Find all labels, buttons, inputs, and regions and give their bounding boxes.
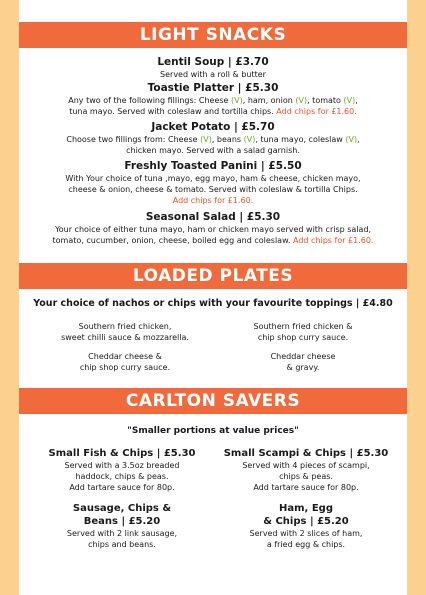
- jacket-desc-text: chicken mayo. Served with a salad garnish.: [126, 146, 300, 155]
- scampi-desc: Served with 4 pieces of scampi,: [242, 461, 370, 470]
- loaded-option-3: [40, 351, 210, 373]
- light-snacks-heading: LIGHT SNACKS: [139, 25, 287, 45]
- salad-desc-2: [24, 235, 402, 246]
- fish-title: Small Fish & Chips | £5.30: [48, 448, 196, 459]
- carlton-tagline: "Smaller portions at value prices": [127, 426, 299, 436]
- sausage-item: [32, 502, 212, 550]
- panini-item: [24, 160, 402, 206]
- seasonal-salad-item: [24, 211, 402, 246]
- veg-marker: (V): [200, 135, 212, 144]
- loaded-plates-heading: LOADED PLATES: [132, 266, 294, 286]
- sausage-desc: Served with 2 link sausage,: [66, 529, 178, 538]
- loaded-option-4: [218, 351, 388, 373]
- loaded-plates-intro-block: [24, 297, 402, 310]
- veg-marker: (V): [345, 135, 358, 144]
- carlton-savers-heading: CARLTON SAVERS: [125, 391, 301, 411]
- jacket-desc: Choose two fillings from: Cheese (V), beans (V), tuna mayo, coleslaw (V), chicken mayo. Served with a salad garnish.: [66, 135, 360, 155]
- panini-desc-1: With Your choice of tuna ,mayo, egg mayo, ham & cheese, chicken mayo,: [65, 174, 361, 183]
- loaded-option-2: [218, 321, 388, 343]
- toastie-add-chips: Add chips for £1.60.: [276, 107, 357, 116]
- ham-title: Ham, Egg: [279, 503, 333, 514]
- sausage-desc: chips and beans.: [88, 540, 156, 549]
- panini-add-chips: Add chips for £1.60.: [172, 196, 254, 205]
- loaded-option-text: chip shop curry sauce.: [79, 363, 171, 372]
- ham-desc: a fried egg & chips.: [266, 540, 346, 549]
- ham-title: & Chips | £5.20: [263, 516, 349, 527]
- toastie-desc-text: tuna mayo. Served with coleslaw and tortilla chips.: [69, 107, 277, 116]
- ham-desc: Served with 2 slices of ham,: [249, 529, 363, 538]
- salad-desc-text: tomato, cucumber, onion, cheese, boiled egg and coleslaw.: [52, 236, 293, 245]
- sausage-title: Beans | £5.20: [83, 516, 161, 527]
- small-fish-item: [32, 447, 212, 493]
- loaded-plates-intro: Your choice of nachos or chips with your favourite toppings | £4.80: [33, 298, 393, 309]
- panini-title: Freshly Toasted Panini | £5.50: [124, 160, 302, 172]
- toastie-desc: Any two of the following fillings: Cheese (V), ham, onion (V), tomato (V), tuna mayo. Served with coleslaw and tortilla chips. Add chips for £1.60.: [68, 96, 358, 116]
- loaded-option-1: [40, 321, 210, 343]
- loaded-option-text: sweet chilli sauce & mozzarella.: [61, 333, 189, 342]
- loaded-plates-banner: [19, 263, 407, 289]
- loaded-option-text: & gravy.: [286, 363, 320, 372]
- jacket-desc-text: , tuna mayo, coleslaw: [255, 135, 346, 144]
- toastie-desc-text: Any two of the following fillings: Cheese: [68, 96, 232, 105]
- loaded-option-text: Cheddar cheese &: [88, 352, 162, 361]
- ham-egg-item: [210, 502, 402, 550]
- fish-desc: Add tartare sauce for 80p.: [69, 483, 175, 492]
- veg-marker: (V): [343, 96, 356, 105]
- toastie-title: Toastie Platter | £5.30: [147, 82, 279, 94]
- panini-desc-2: cheese & onion, cheese & tomato. Served with coleslaw & tortilla Chips.: [68, 185, 358, 194]
- carlton-tagline-block: [24, 425, 402, 438]
- scampi-desc: chips & peas.: [279, 472, 333, 481]
- toastie-platter-item: [24, 82, 402, 117]
- jacket-potato-item: [24, 121, 402, 156]
- toastie-desc-text: , tomato: [307, 96, 344, 105]
- jacket-title: Jacket Potato | £5.70: [151, 121, 275, 133]
- jacket-desc-text: , beans: [211, 135, 244, 144]
- salad-add-chips: Add chips for £1.60.: [292, 236, 374, 245]
- loaded-option-text: Cheddar cheese: [270, 352, 336, 361]
- loaded-option-text: chip shop curry sauce.: [257, 333, 349, 342]
- veg-marker: (V): [231, 96, 243, 105]
- light-snacks-banner: [19, 22, 407, 48]
- lentil-soup-desc: Served with a roll & butter: [160, 70, 266, 79]
- veg-marker: (V): [295, 96, 308, 105]
- jacket-desc-text: Choose two fillings from: Cheese: [66, 135, 201, 144]
- sausage-title: Sausage, Chips &: [72, 503, 172, 514]
- carlton-savers-banner: [19, 388, 407, 414]
- salad-title: Seasonal Salad | £5.30: [145, 211, 281, 223]
- loaded-option-text: Southern fried chicken,: [78, 322, 172, 331]
- lentil-soup-title: Lentil Soup | £3.70: [157, 56, 269, 68]
- fish-desc: haddock, chips & peas.: [75, 472, 169, 481]
- lentil-soup-item: [24, 56, 402, 80]
- scampi-title: Small Scampi & Chips | £5.30: [223, 448, 389, 459]
- small-scampi-item: [210, 447, 402, 493]
- fish-desc: Served with a 3.5oz breaded: [64, 461, 180, 470]
- loaded-option-text: Southern fried chicken &: [253, 322, 353, 331]
- veg-marker: (V): [243, 135, 256, 144]
- salad-desc-1: Your choice of either tuna mayo, ham or chicken mayo served with crisp salad,: [54, 225, 372, 234]
- scampi-desc: Add tartare sauce for 80p.: [253, 483, 359, 492]
- toastie-desc-text: , ham, onion: [242, 96, 296, 105]
